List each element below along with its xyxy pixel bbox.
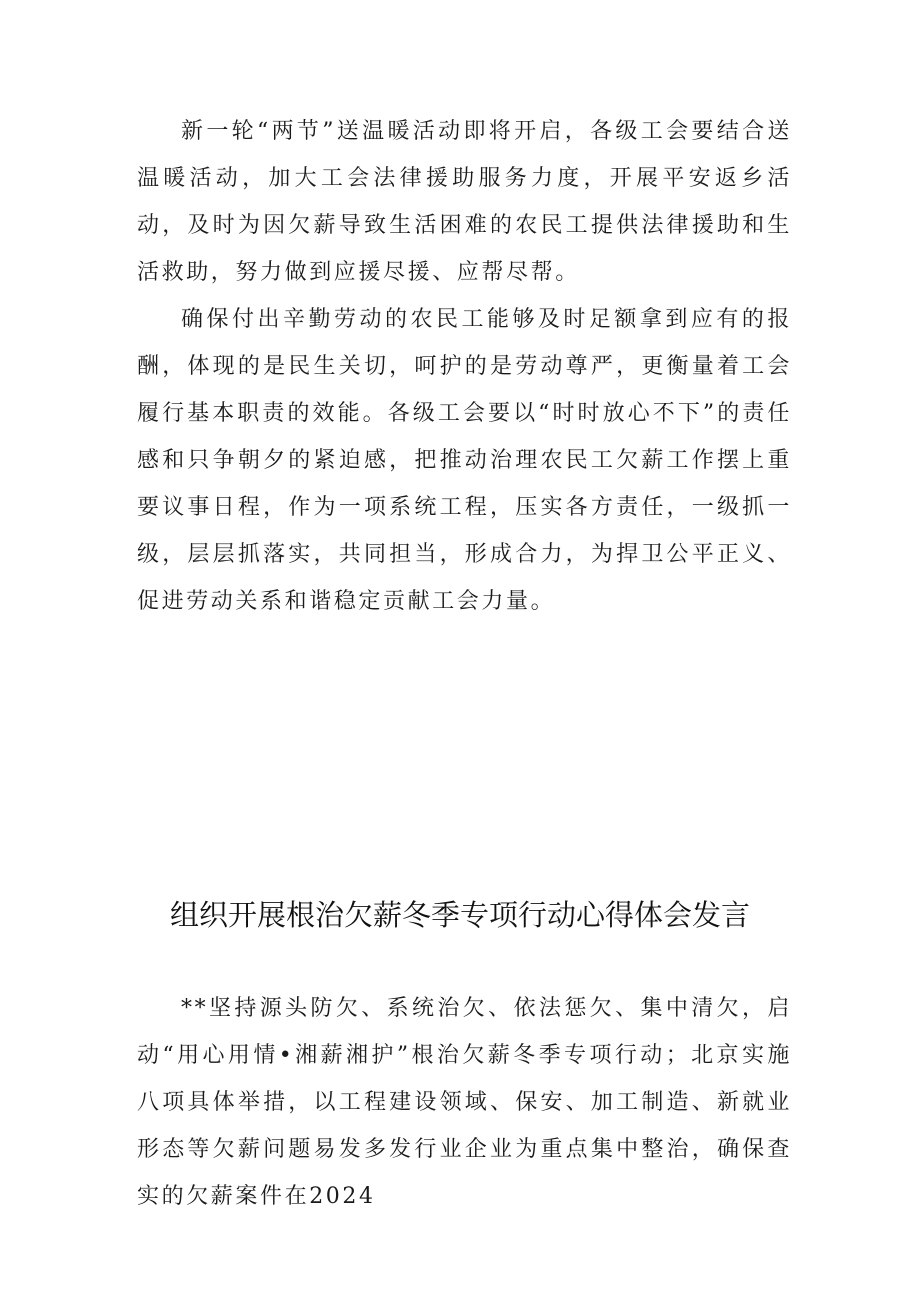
bottom-text-block [137, 985, 792, 1220]
paragraph: 确保付出辛勤劳动的农民工能够及时足额拿到应有的报酬，体现的是民生关切，呵护的是劳动尊严，更衡量着工会履行基本职责的效能。各级工会要以“时时放心不下”的责任感和只争朝夕的紧迫感，把推动治理农民工欠薪工作摆上重要议事日程，作为一项系统工程，压实各方责任，一级抓一级，层层抓落实，共同担当，形成合力，为捍卫公平正义、促进劳动关系和谐稳定贡献工会力量。 [137, 307, 792, 614]
paragraph: 新一轮“两节”送温暖活动即将开启，各级工会要结合送温暖活动，加大工会法律援助服务力度，开展平安返乡活动，及时为因欠薪导致生活困难的农民工提供法律援助和生活救助，努力做到应援尽援、应帮尽帮。 [137, 119, 792, 285]
top-text-block [137, 108, 792, 625]
paragraph: **坚持源头防欠、系统治欠、依法惩欠、集中清欠，启动“用心用情•湘薪湘护”根治欠薪冬季专项行动；北京实施八项具体举措，以工程建设领域、保安、加工制造、新就业形态等欠薪问题易发多发行业企业为重点集中整治，确保查实的欠薪案件在2024 [137, 996, 792, 1209]
article-heading: 组织开展根治欠薪冬季专项行动心得体会发言 [169, 898, 750, 932]
